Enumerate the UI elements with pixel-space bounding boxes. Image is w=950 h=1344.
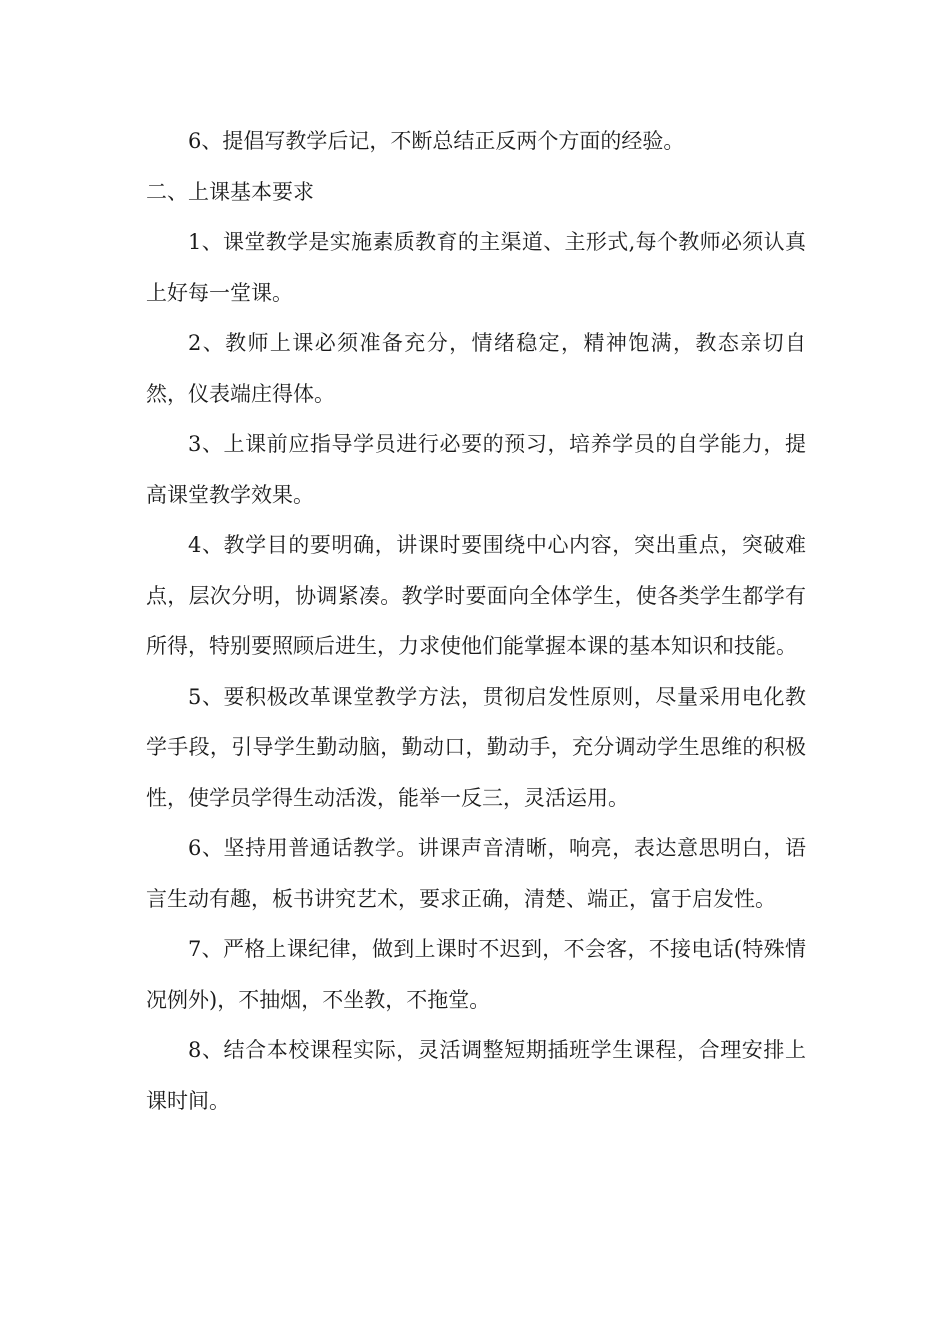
paragraph-item-6: 6、坚持用普通话教学。讲课声音清晰，响亮，表达意思明白，语言生动有趣，板书讲究艺术，要求正确，清楚、端正，富于启发性。: [146, 836, 806, 911]
document-body: [146, 116, 806, 1126]
paragraph-item-7: 7、严格上课纪律，做到上课时不迟到，不会客，不接电话(特殊情况例外)，不抽烟，不坐教，不拖堂。: [146, 937, 806, 1012]
paragraph-item-1: 1、课堂教学是实施素质教育的主渠道、主形式,每个教师必须认真上好每一堂课。: [146, 230, 806, 305]
paragraph-item-6-prev-section: 6、提倡写教学后记，不断总结正反两个方面的经验。: [188, 129, 685, 153]
paragraph-item-3: 3、上课前应指导学员进行必要的预习，培养学员的自学能力，提高课堂教学效果。: [146, 432, 806, 507]
paragraph-item-2: 2、教师上课必须准备充分，情绪稳定，精神饱满，教态亲切自然，仪表端庄得体。: [146, 331, 806, 406]
section-heading: 二、上课基本要求: [146, 179, 314, 204]
paragraph-item-5: 5、要积极改革课堂教学方法，贯彻启发性原则，尽量采用电化教学手段，引导学生勤动脑，勤动口，勤动手，充分调动学生思维的积极性，使学员学得生动活泼，能举一反三，灵活运用。: [146, 684, 806, 810]
paragraph-item-4: 4、教学目的要明确，讲课时要围绕中心内容，突出重点，突破难点，层次分明，协调紧凑。教学时要面向全体学生，使各类学生都学有所得，特别要照顾后进生，力求使他们能掌握本课的基本知识和技能。: [146, 533, 806, 658]
paragraph-item-8: 8、结合本校课程实际，灵活调整短期插班学生课程，合理安排上课时间。: [146, 1038, 806, 1113]
